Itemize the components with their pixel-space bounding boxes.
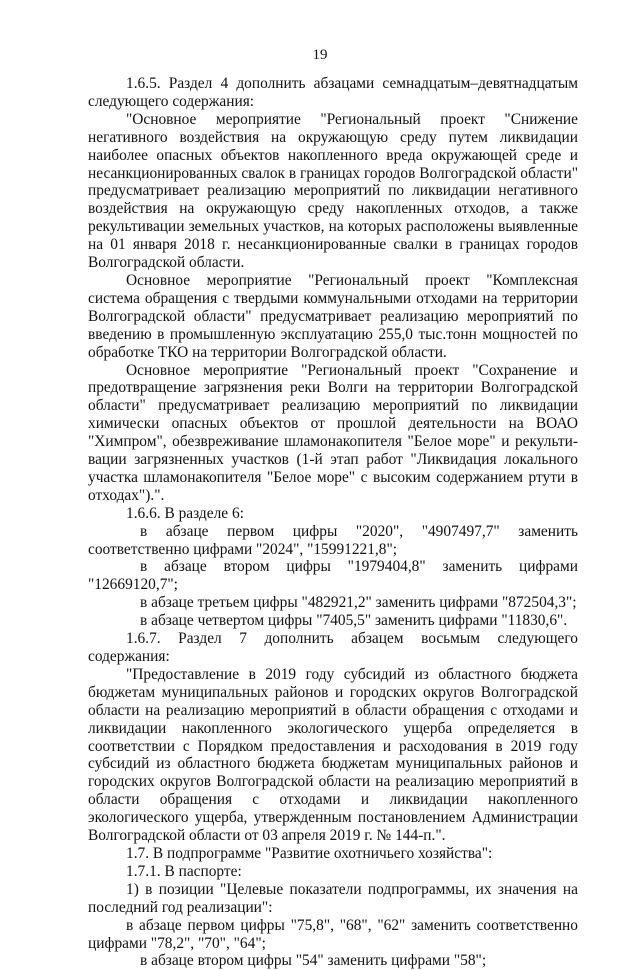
paragraph: в абзаце четвертом цифры "7405,5" заменить цифрами "11830,6". (140, 612, 568, 630)
paragraph: "Основное мероприятие "Региональный проект "Снижение негативного воздействия на окружающую среду путем ликвидации наиболее опасных объектов накопленного вреда окружающей среде и несанкционированных свалок в границах городов Волгоградской области" предусматривает реализацию мероприятий по ликвидации негативного воздействия на окружающую среду накопленных отходов, а также рекультивации земельных участков, на которых расположены выявленные на 01 января 2018 г. несанкционированные свалки в границах городов Волгоградской области. (88, 110, 578, 272)
paragraph: 1.7. В подпрограмме "Развитие охотничьего хозяйства": (126, 844, 493, 862)
paragraph: Основное мероприятие "Региональный проект "Комплексная система обращения с твердыми коммунальными отходами на территории Волгоградской области" предусматривает реализацию мероприятий по введению в промышленную эксплуатацию 255,0 тыс.тонн мощностей по обработке ТКО на территории Волгоградской области. (88, 271, 578, 361)
paragraph: в абзаце первом цифры "2020", "4907497,7" заменить соответственно цифрами "2024", "15991221,8"; (88, 522, 578, 558)
document-body (88, 75, 578, 970)
paragraph: "Предоставление в 2019 году субсидий из областного бюджета бюджетам муниципальных районов и городских округов Волгоградской области на реализацию мероприятий в области обращения с отходами и ликвидации накопленного экологического ущерба определяется в соответствии с Порядком предоставления и расходования в 2019 году субсидий из областного бюджета бюджетам муниципальных районов и городских округов Волгоградской области на реализацию мероприятий в области обращения с отходами и ликвидации накопленного экологического ущерба, утвержденным постановлением Администрации Волгоградской области от 03 апреля 2019 г. № 144-п.". (88, 665, 578, 845)
paragraph: 1.7.1. В паспорте: (126, 862, 242, 880)
paragraph: 1) в позиции "Целевые показатели подпрограммы, их значения на последний год реализации": (88, 880, 578, 916)
paragraph: в абзаце третьем цифры "482921,2" заменить цифрами "872504,3"; (140, 594, 577, 612)
paragraph: Основное мероприятие "Региональный проект "Сохранение и предотвращение загрязнения реки Волги на территории Волгоградской области" предусматривает реализацию мероприятий по ликвидации химически опасных объектов от прошлой деятельности на ВОАО "Химпром", обезвреживание шламонакопителя "Белое море" и рекульти-вации загрязненных участков (1-й этап работ "Ликвидация локального участка шламонакопителя "Белое море" с высоким содержанием ртути в отходах").". (88, 361, 578, 504)
paragraph: в абзаце втором цифры "1979404,8" заменить цифрами "12669120,7"; (88, 558, 578, 594)
paragraph: в абзаце первом цифры "75,8", "68", "62" заменить соответственно цифрами "78,2", "70", "64"; (88, 916, 578, 952)
paragraph: 1.6.6. В разделе 6: (126, 504, 244, 522)
paragraph: 1.6.5. Раздел 4 дополнить абзацами семнадцатым–девятнадцатым следующего содержания: (88, 75, 578, 110)
paragraph: 1.6.7. Раздел 7 дополнить абзацем восьмым следующего содержания: (88, 630, 578, 665)
paragraph: в абзаце втором цифры "54" заменить цифрами "58"; (140, 952, 487, 970)
page-number: 19 (312, 47, 328, 63)
